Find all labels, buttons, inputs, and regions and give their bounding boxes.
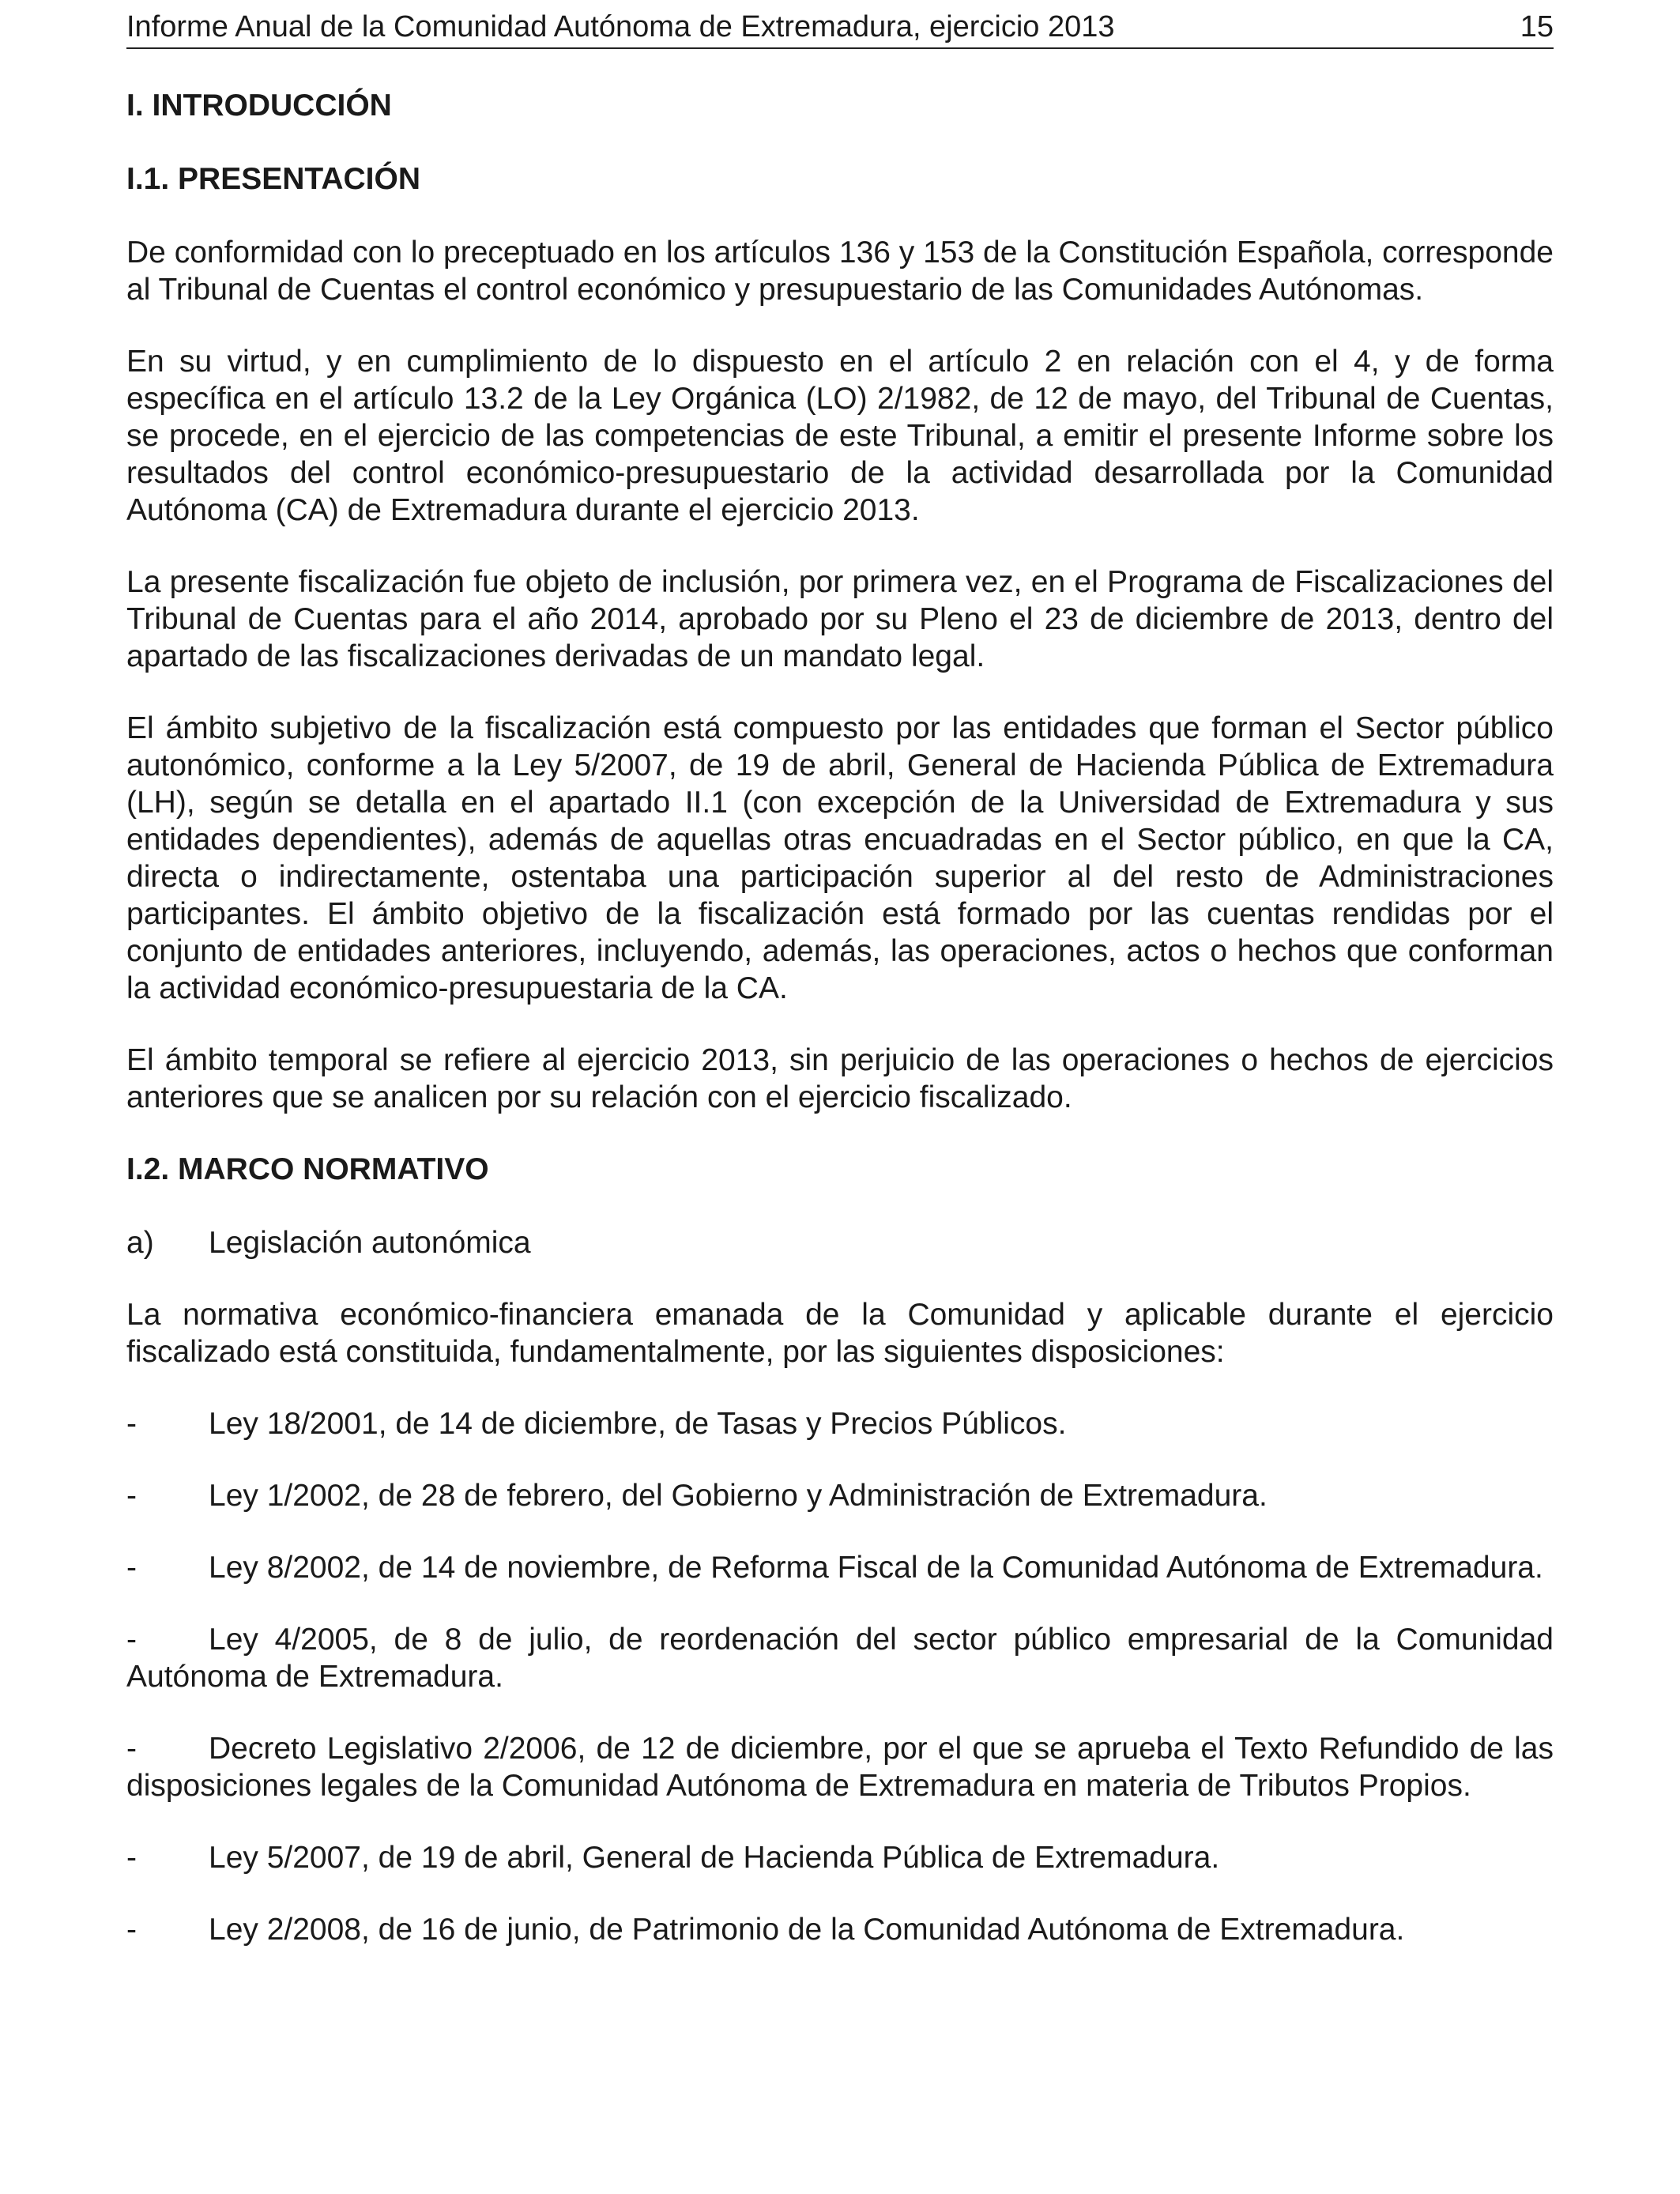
bullet-text: Decreto Legislativo 2/2006, de 12 de diciembre, por el que se aprueba el Texto Refundido de las disposiciones legales de la Comunidad Autónoma de Extremadura en materia de Tributos Propios. (126, 1732, 1554, 1803)
page-header (126, 6, 1554, 49)
paragraph-4: El ámbito subjetivo de la fiscalización está compuesto por las entidades que forman el Sector público autonómico, conforme a la Ley 5/2007, de 19 de abril, General de Hacienda Pública de Extremadura (LH), según se detalla en el apartado II.1 (con excepción de la Universidad de Extremadura y sus entidades dependientes), además de aquellas otras encuadradas en el Sector público, en que la CA, directa o indirectamente, ostentaba una participación superior al del resto de Administraciones participantes. El ámbito objetivo de la fiscalización está formado por las cuentas rendidas por el conjunto de entidades anteriores, incluyendo, además, las operaciones, actos o hechos que conforman la actividad económico-presupuestaria de la CA. (126, 711, 1554, 1005)
paragraph-6: La normativa económico-financiera emanada de la Comunidad y aplicable durante el ejercicio fiscalizado está constituida, fundamentalmente, por las siguientes disposiciones: (126, 1298, 1554, 1369)
bullet-marker: - (126, 1479, 137, 1513)
heading-marco-normativo: I.2. MARCO NORMATIVO (126, 1152, 489, 1186)
bullet-marker: - (126, 1551, 137, 1585)
document-body (126, 87, 1554, 1983)
bullet-text: Ley 18/2001, de 14 de diciembre, de Tasas y Precios Públicos. (209, 1407, 1067, 1441)
bullet-text: Ley 8/2002, de 14 de noviembre, de Reforma Fiscal de la Comunidad Autónoma de Extremadura. (209, 1551, 1543, 1585)
bullet-marker: - (126, 1913, 137, 1947)
page-number: 15 (1520, 10, 1554, 43)
bullet-marker: - (126, 1841, 137, 1875)
paragraph-3: La presente fiscalización fue objeto de inclusión, por primera vez, en el Programa de Fiscalizaciones del Tribunal de Cuentas para el año 2014, aprobado por su Pleno el 23 de diciembre de 2013, dentro del apartado de las fiscalizaciones derivadas de un mandato legal. (126, 565, 1554, 673)
bullet-text: Ley 1/2002, de 28 de febrero, del Gobierno y Administración de Extremadura. (209, 1479, 1268, 1513)
subsection-a-marker: a) (126, 1226, 154, 1260)
bullet-marker: - (126, 1732, 137, 1766)
paragraph-5: El ámbito temporal se refiere al ejercicio 2013, sin perjuicio de las operaciones o hechos de ejercicios anteriores que se analicen por su relación con el ejercicio fiscalizado. (126, 1043, 1554, 1114)
list-item (126, 1730, 1554, 1804)
list-item (126, 1621, 1554, 1695)
bullet-text: Ley 2/2008, de 16 de junio, de Patrimonio de la Comunidad Autónoma de Extremadura. (209, 1913, 1405, 1947)
paragraph-1: De conformidad con lo preceptuado en los artículos 136 y 153 de la Constitución Española, corresponde al Tribunal de Cuentas el control económico y presupuestario de las Comunidades Autónomas. (126, 236, 1554, 307)
subsection-a (126, 1224, 1554, 1261)
heading-introduccion: I. INTRODUCCIÓN (126, 89, 392, 123)
bullet-text: Ley 4/2005, de 8 de julio, de reordenación del sector público empresarial de la Comunidad Autónoma de Extremadura. (126, 1623, 1554, 1694)
list-item (126, 1477, 1554, 1514)
heading-presentacion: I.1. PRESENTACIÓN (126, 162, 421, 196)
list-item (126, 1549, 1554, 1586)
list-item (126, 1839, 1554, 1876)
header-title: Informe Anual de la Comunidad Autónoma de Extremadura, ejercicio 2013 (126, 10, 1115, 43)
bullet-marker: - (126, 1623, 137, 1657)
paragraph-2: En su virtud, y en cumplimiento de lo dispuesto en el artículo 2 en relación con el 4, y de forma específica en el artículo 13.2 de la Ley Orgánica (LO) 2/1982, de 12 de mayo, del Tribunal de Cuentas, se procede, en el ejercicio de las competencias de este Tribunal, a emitir el presente Informe sobre los resultados del control económico-presupuestario de la actividad desarrollada por la Comunidad Autónoma (CA) de Extremadura durante el ejercicio 2013. (126, 345, 1554, 527)
list-item (126, 1405, 1554, 1442)
list-item (126, 1911, 1554, 1948)
subsection-a-label: Legislación autonómica (209, 1226, 531, 1260)
bullet-marker: - (126, 1407, 137, 1441)
bullet-text: Ley 5/2007, de 19 de abril, General de Hacienda Pública de Extremadura. (209, 1841, 1220, 1875)
